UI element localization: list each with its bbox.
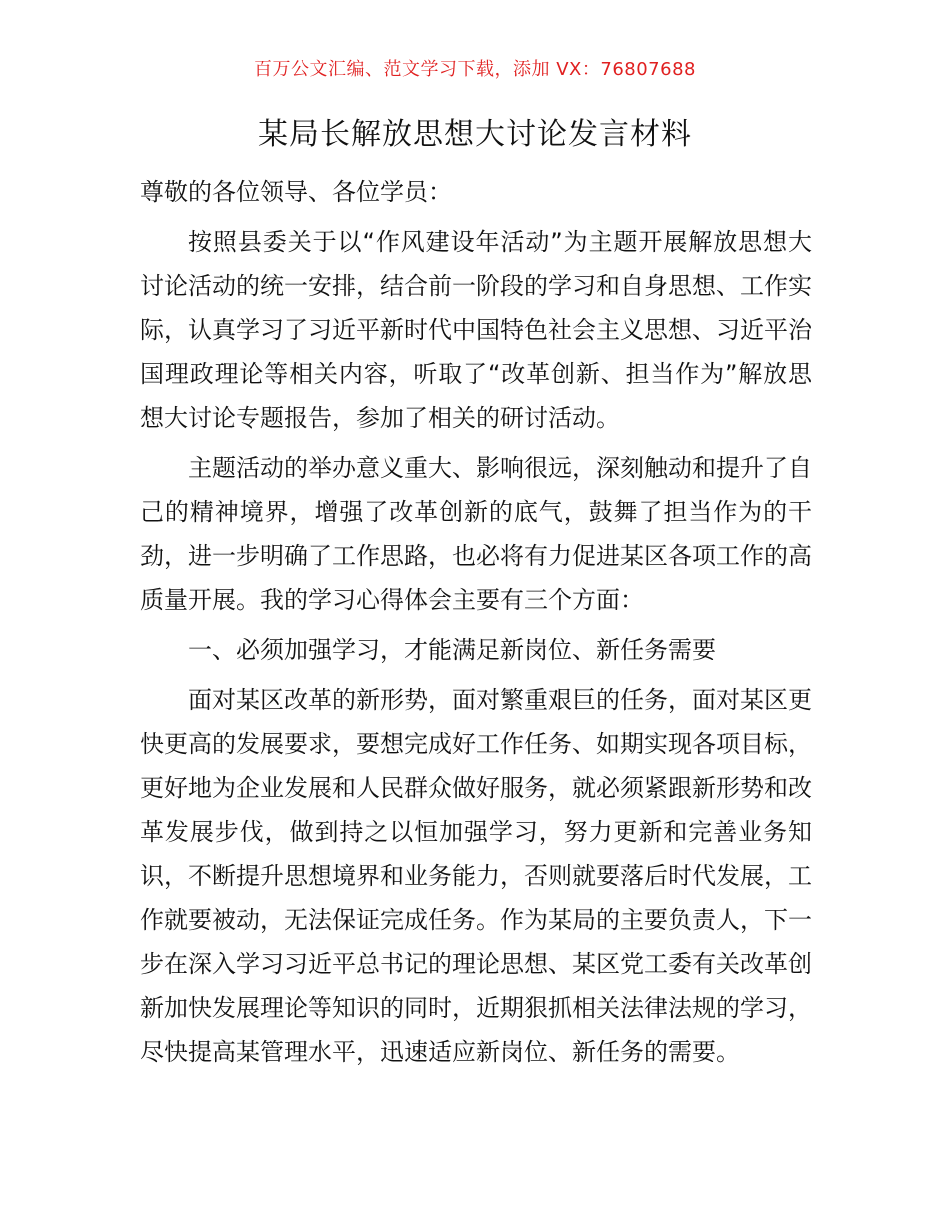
document-body xyxy=(140,170,812,1080)
promo-banner: 百万公文汇编、范文学习下载，添加 VX：76807688 xyxy=(254,59,696,80)
page-title: 某局长解放思想大讨论发言材料 xyxy=(258,117,692,152)
paragraph-intro: 按照县委关于以“作风建设年活动”为主题开展解放思想大讨论活动的统一安排，结合前一阶段的学习和自身思想、工作实际，认真学习了习近平新时代中国特色社会主义思想、习近平治国理政理论等相关内容，听取了“改革创新、担当作为”解放思想大讨论专题报告，参加了相关的研讨活动。 xyxy=(140,228,812,432)
section-heading: 一、必须加强学习，才能满足新岗位、新任务需要 xyxy=(188,636,716,664)
salutation: 尊敬的各位领导、各位学员： xyxy=(140,178,452,206)
paragraph-section-one: 面对某区改革的新形势，面对繁重艰巨的任务，面对某区更快更高的发展要求，要想完成好工作任务、如期实现各项目标，更好地为企业发展和人民群众做好服务，就必须紧跟新形势和改革发展步伐，做到持之以恒加强学习，努力更新和完善业务知识，不断提升思想境界和业务能力，否则就要落后时代发展，工作就要被动，无法保证完成任务。作为某局的主要负责人，下一步在深入学习习近平总书记的理论思想、某区党工委有关改革创新加快发展理论等知识的同时，近期狠抓相关法律法规的学习，尽快提高某管理水平，迅速适应新岗位、新任务的需要。 xyxy=(140,686,812,1066)
paragraph-significance: 主题活动的举办意义重大、影响很远，深刻触动和提升了自己的精神境界，增强了改革创新的底气，鼓舞了担当作为的干劲，进一步明确了工作思路，也必将有力促进某区各项工作的高质量开展。我的学习心得体会主要有三个方面： xyxy=(140,454,812,614)
